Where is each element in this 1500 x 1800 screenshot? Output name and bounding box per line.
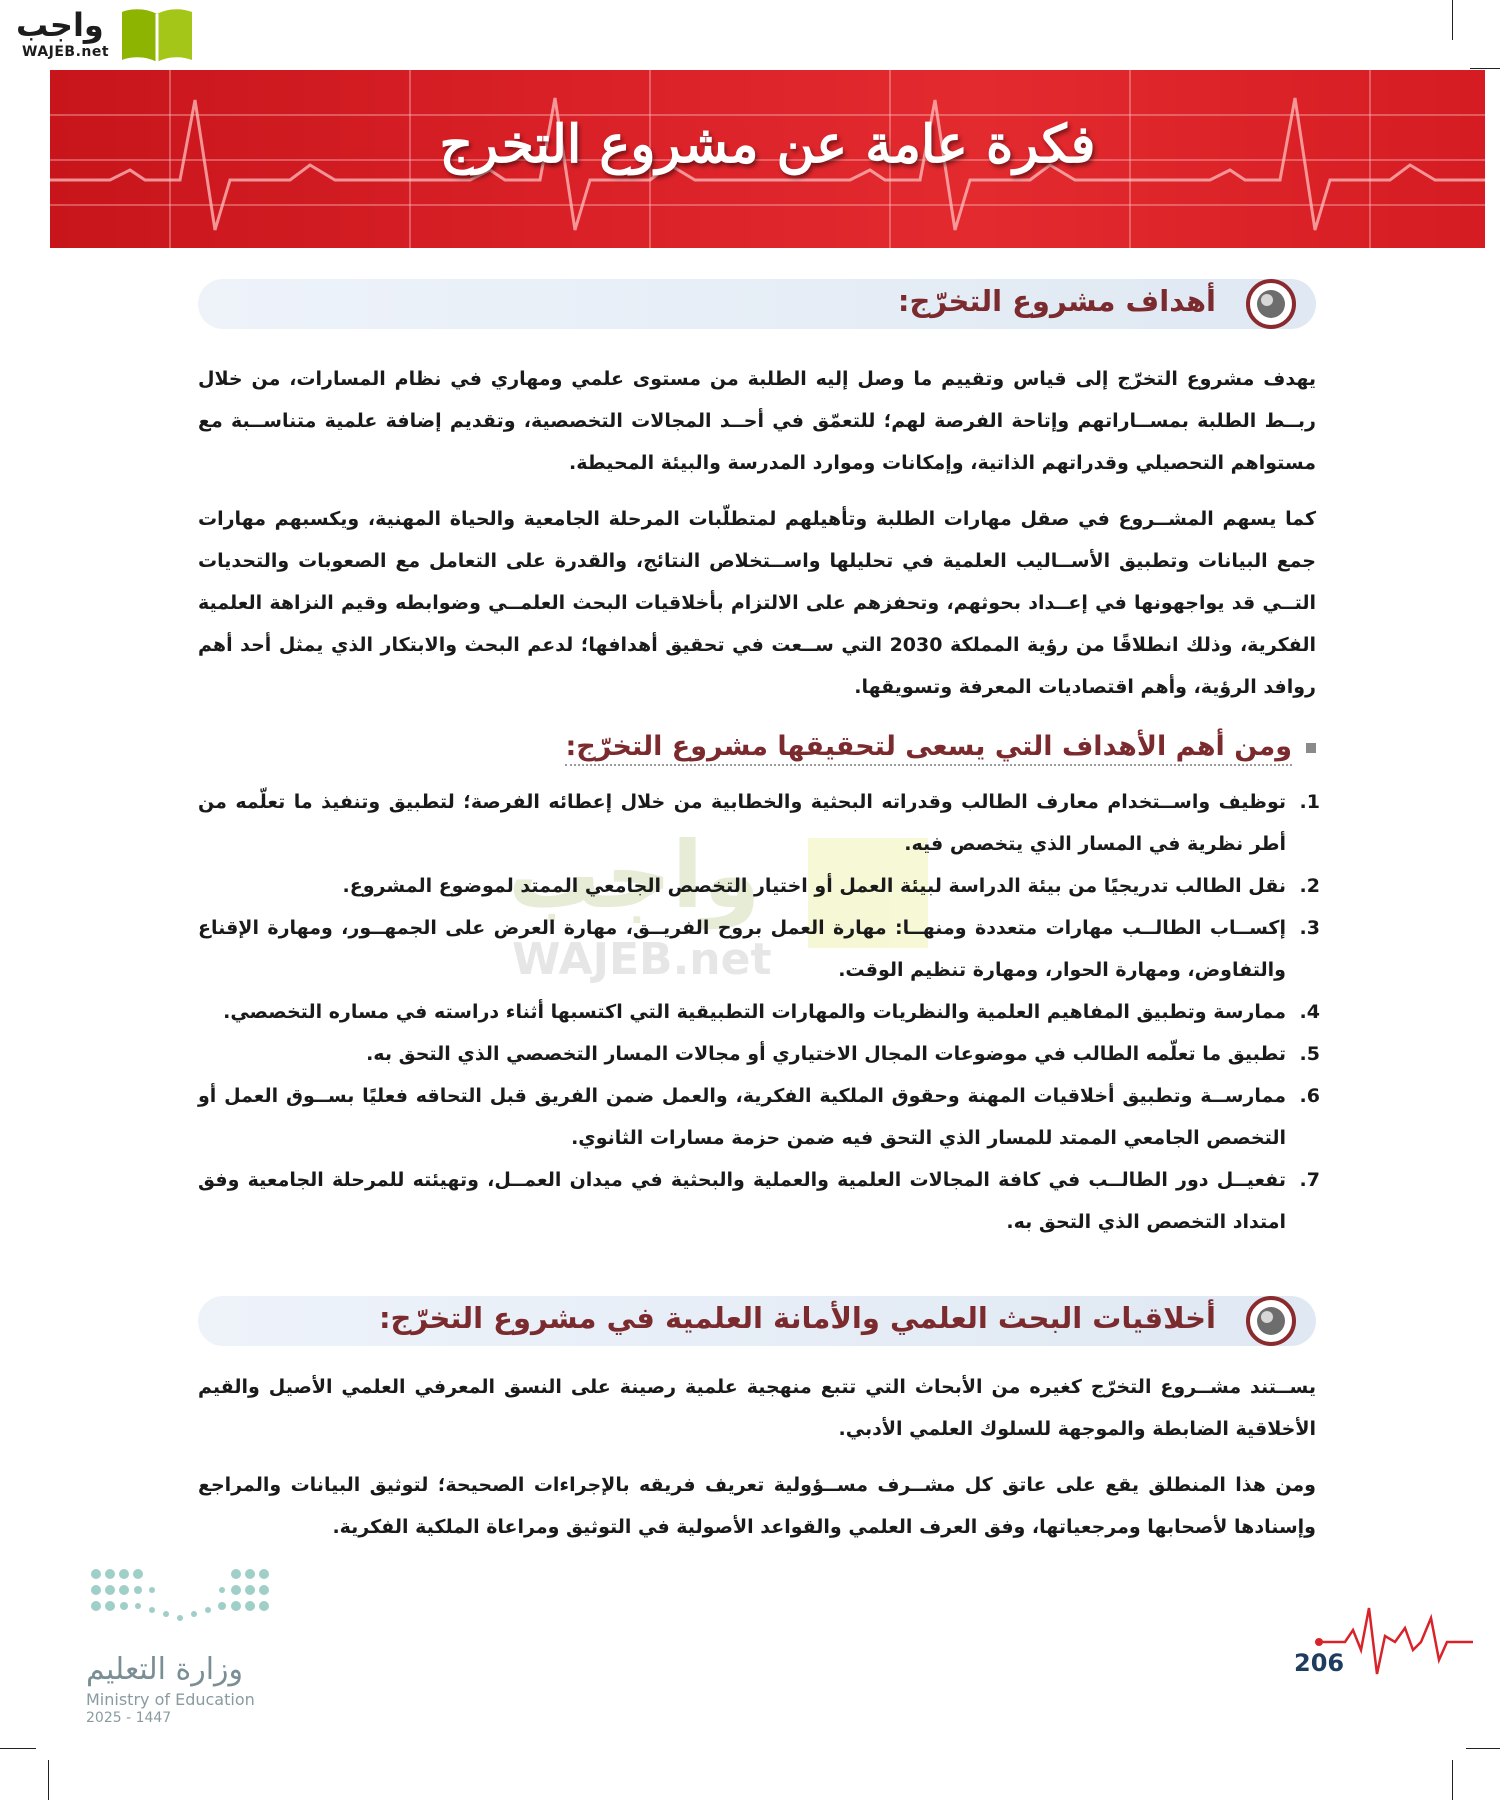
crop-mark [48,1760,49,1800]
list-item-text: ممارسة وتطبيق المفاهيم العلمية والنظريات والمهارات التطبيقية التي اكتسبها أثناء دراسته في مساره التخصصي. [223,1001,1286,1023]
list-item-number: 7. [1299,1169,1320,1191]
list-item [198,1033,1320,1075]
list-item-number: 6. [1299,1085,1320,1107]
page-number: 206 [1294,1649,1345,1677]
list-item-text: تفعيــل دور الطالــب في كافة المجالات العلمية والعملية والبحثية في ميدان العمــل، وتهيئته للمرحلة الجامعية وفق امتداد التخصص الذي التحق به. [198,1169,1286,1233]
ministry-dots-icon [86,1560,286,1650]
logo-arabic-text: واجب [16,6,104,44]
list-item-text: تطبيق ما تعلّمه الطالب في موضوعات المجال الاختياري أو مجالات المسار التخصصي الذي التحق به. [366,1043,1286,1065]
list-item-text: نقل الطالب تدريجيًا من بيئة الدراسة لبيئة العمل أو اختيار التخصص الجامعي الممتد لموضوع المشروع. [342,875,1286,897]
list-item-number: 5. [1299,1043,1320,1065]
section-heading-ethics [198,1296,1316,1346]
crop-mark [1452,1760,1453,1800]
crop-mark [0,1748,36,1749]
title-banner [50,70,1485,248]
ministry-english-name: Ministry of Education [86,1690,255,1709]
section-heading-text: أخلاقيات البحث العلمي والأمانة العلمية في مشروع التخرّج: [378,1301,1216,1335]
paragraph-supervisor-responsibility: ومن هذا المنطلق يقع على عاتق كل مشــرف مســؤولية تعريف فريقه بالإجراءات الصحيحة؛ لتوثيق البيانات والمراجع وإسنادها لأصحابها ومرجعياتها، وفق العرف العلمي والقواعد الأصولية في التوثيق ومراعاة الملكية الفكرية. [198,1474,1316,1538]
circle-bullet-icon [1246,1296,1296,1346]
book-icon [118,6,196,66]
goals-subheading-text: ومن أهم الأهداف التي يسعى لتحقيقها مشروع التخرّج: [565,731,1292,766]
goals-subheading [565,731,1316,762]
section-heading-goals [198,279,1316,329]
list-item [198,781,1320,865]
circle-bullet-icon [1246,279,1296,329]
list-item [198,1075,1320,1159]
heartbeat-icon [1315,1600,1475,1680]
crop-mark [1466,1748,1500,1749]
list-item-number: 1. [1299,791,1320,813]
watermark-english-text: WAJEB.net [512,934,772,985]
list-item-number: 4. [1299,1001,1320,1023]
paragraph-ethics-intro: يســتند مشــروع التخرّج كغيره من الأبحاث التي تتبع منهجية علمية رصينة على النسق المعرفي العلمي الأصيل والقيم الأخلاقية الضابطة والموجهة للسلوك العلمي الأدبي. [198,1376,1316,1440]
list-item-number: 2. [1299,875,1320,897]
list-item [198,907,1320,991]
edition-year: 2025 - 1447 [86,1710,172,1726]
section-heading-text: أهداف مشروع التخرّج: [897,284,1216,318]
site-logo[interactable] [10,6,190,66]
watermark-arabic-text: واجب [508,822,761,929]
square-bullet-icon [1306,743,1316,753]
ministry-of-education-logo [86,1560,286,1730]
paragraph-goals-intro: يهدف مشروع التخرّج إلى قياس وتقييم ما وصل إليه الطلبة من مستوى علمي ومهاري في نظام المسارات، من خلال ربــط الطلبة بمســاراتهم وإتاحة الفرصة لهم؛ للتعمّق في أحــد المجالات التخصصية، وتقديم إضافة علمية متناســبة مع مستواهم التحصيلي وقدراتهم الذاتية، وإمكانات وموارد المدرسة والبيئة المحيطة. [198,368,1316,474]
logo-english-text: WAJEB.net [22,44,110,60]
list-item-text: توظيف واســتخدام معارف الطالب وقدراته البحثية والخطابية من خلال إعطائه الفرصة؛ لتطبيق وتنفيذ ما تعلّمه من أطر نظرية في المسار الذي يتخصص فيه. [198,791,1286,855]
page-title: فكرة عامة عن مشروع التخرج [439,114,1096,175]
goals-list [198,781,1320,1243]
list-item [198,865,1320,907]
list-item [198,991,1320,1033]
crop-mark [1452,0,1453,40]
paragraph-project-benefits: كما يسهم المشــروع في صقل مهارات الطلبة وتأهيلهم لمتطلّبات المرحلة الجامعية والحياة المهنية، ويكسبهم مهارات جمع البيانات وتطبيق الأســاليب العلمية في تحليلها واســتخلاص النتائج، والقدرة على التعامل مع الصعوبات والتحديات التــي قد يواجهونها في إعــداد بحوثهم، وتحفزهم على الالتزام بأخلاقيات البحث العلمــي وضوابطه وقيم النزاهة العلمية الفكرية، وذلك انطلاقًا من رؤية المملكة 2030 التي ســعت في تحقيق أهدافها؛ لدعم البحث والابتكار الذي يمثل أحد أهم روافد الرؤية، وأهم اقتصاديات المعرفة وتسويقها. [198,508,1317,698]
list-item-text: ممارســة وتطبيق أخلاقيات المهنة وحقوق الملكية الفكرية، والعمل ضمن الفريق قبل التحاقه فعليًا بســوق العمل أو التخصص الجامعي الممتد للمسار الذي التحق فيه ضمن حزمة مسارات الثانوي. [198,1085,1286,1149]
list-item [198,1159,1320,1243]
ministry-arabic-name: وزارة التعليم [86,1652,244,1687]
crop-mark [1470,68,1500,69]
list-item-text: إكســاب الطالــب مهارات متعددة ومنهــا: مهارة العمل بروح الفريــق، مهارة العرض على الجمهــور، ومهارة الإقناع والتفاوض، ومهارة الحوار، ومهارة تنظيم الوقت. [198,917,1286,981]
list-item-number: 3. [1299,917,1320,939]
